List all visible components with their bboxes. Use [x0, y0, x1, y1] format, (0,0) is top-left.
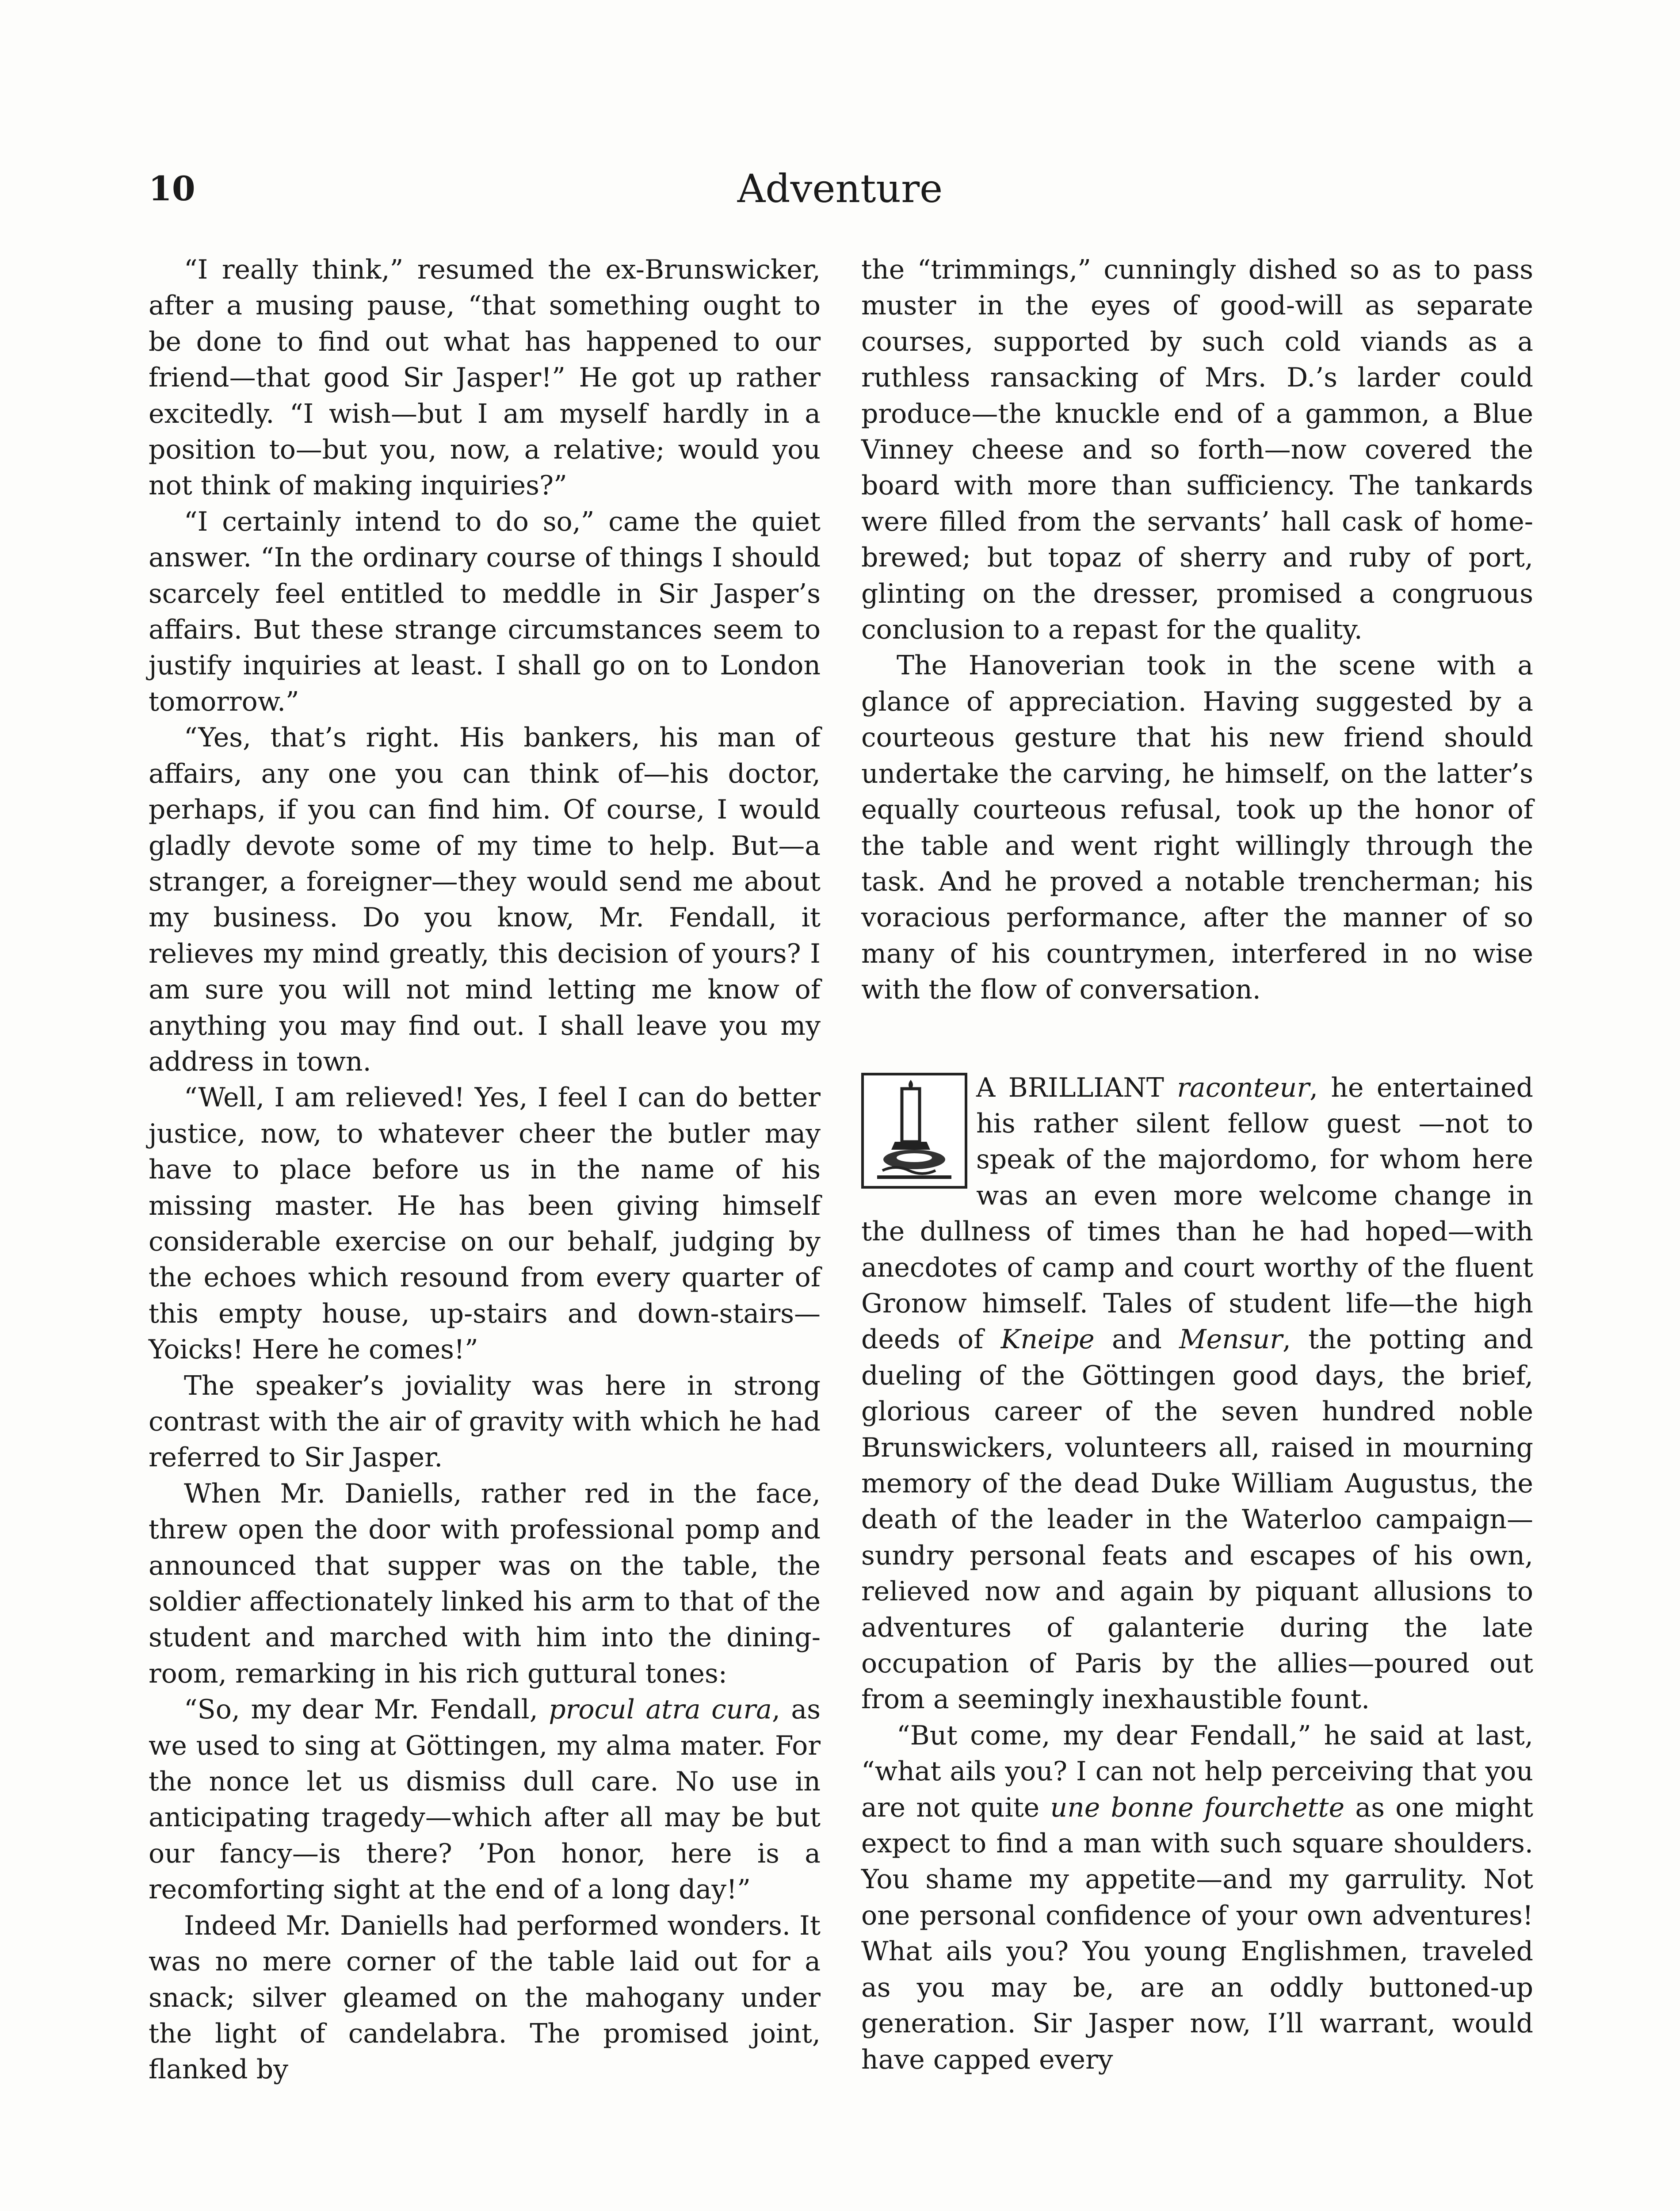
paragraph: “Yes, that’s right. His bankers, his man of affairs, any one you can think of—his doctor, perhaps, if you can find him. Of course, I would gladly devote some of my time to help. But—a stranger, a foreigner—they would send me about my business. Do you know, Mr. Fendall, it relieves my mind greatly, this decision of yours? I am sure you will not mind letting me know of anything you may find out. I shall leave you my address in town.	[149, 722, 821, 1077]
right-column	[861, 252, 1533, 2078]
paragraph	[149, 1692, 821, 1908]
italic-word: raconteur	[1177, 1072, 1310, 1103]
text-run: , he entertained his rather silent fellow guest —not to speak of the majordomo, for whom here was an even more welcome change in the dullness of times than he had hoped—with anecdotes of camp and court worthy of the fluent Gronow himself. Tales of student life—the high deeds of	[861, 1072, 1533, 1355]
paragraph: The Hanoverian took in the scene with a glance of appreciation. Having suggested by a courteous gesture that his new friend should undertake the carving, he himself, on the latter’s equally courteous refusal, took up the honor of the table and went right willingly through the task. And he proved a notable trencherman; his voracious performance, after the manner of so many of his countrymen, interfered in no wise with the flow of conversation.	[861, 650, 1533, 1006]
text-run: “But come, my dear Fendall,” he said at last, “what ails you? I can not help perceiving that you are not quite	[861, 1720, 1533, 1823]
page-header	[0, 164, 1680, 213]
paragraph: The speaker’s joviality was here in strong contrast with the air of gravity with which he had referred to Sir Jasper.	[149, 1370, 821, 1473]
decorative-drop-initial	[861, 1073, 967, 1189]
latin-phrase: procul atra cura	[549, 1694, 772, 1725]
text-run: A BRILLIANT	[976, 1072, 1177, 1103]
paragraph: “Well, I am relieved! Yes, I feel I can do better justice, now, to whatever cheer the butler may have to place before us in the name of his missing master. He has been giving himself considerable exercise on our behalf, judging by the echoes which resound from every quarter of this empty house, up-stairs and down-stairs— Yoicks! Here he comes!”	[149, 1082, 821, 1366]
text-run: , the potting and dueling of the Göttingen good days, the brief, glorious career of the seven hundred noble Brunswickers, volunteers all, raised in mourning memory of the dead Duke William Augustus, the death of the leader in the Waterloo campaign—sundry personal feats and escapes of his own, relieved now and again by piquant allusions to adventures of galanterie during the late occupation of Paris by the allies—poured out from a seemingly inexhaustible fount.	[861, 1324, 1533, 1715]
candlestick-ornament-icon	[864, 1075, 965, 1186]
text-run: as one might expect to find a man with such square shoulders. You shame my appetite—and my garrulity. Not one personal confidence of your own adventures! What ails you? You young Englishmen, traveled as you may be, are an oddly buttoned-up generation. Sir Jasper now, I’ll warrant, would have capped every	[861, 1792, 1533, 2075]
paragraph	[861, 1070, 1533, 1718]
section-break	[861, 1008, 1533, 1070]
paragraph: When Mr. Daniells, rather red in the face, threw open the door with professional pomp and announced that supper was on the table, the soldier affectionately linked his arm to that of the student and marched with him into the dining-room, remarking in his rich guttural tones:	[149, 1478, 821, 1689]
paragraph	[861, 1718, 1533, 2078]
running-title: Adventure	[737, 166, 943, 211]
paragraph: “I certainly intend to do so,” came the quiet answer. “In the ordinary course of things I should scarcely feel entitled to meddle in Sir Jasper’s affairs. But these strange circumstances seem to justify inquiries at least. I shall go on to London tomorrow.”	[149, 506, 821, 717]
paragraph: Indeed Mr. Daniells had performed wonders. It was no mere corner of the table laid out for a snack; silver gleamed on the mahogany under the light of candelabra. The promised joint, flanked by	[149, 1910, 821, 2085]
page-number: 10	[149, 169, 195, 208]
text-run: , as we used to sing at Göttingen, my alma mater. For the nonce let us dismiss dull care. No use in anticipating tragedy—which after all may be but our fancy—is there? ’Pon honor, here is a recomforting sight at the end of a long day!”	[149, 1694, 821, 1905]
french-phrase: une bonne fourchette	[1050, 1792, 1345, 1823]
left-column	[149, 252, 821, 2088]
text-run: “So, my dear Mr. Fendall,	[184, 1694, 549, 1725]
paragraph: the “trimmings,” cunningly dished so as to pass muster in the eyes of good-will as separate courses, supported by such cold viands as a ruthless ransacking of Mrs. D.’s larder could produce—the knuckle end of a gammon, a Blue Vinney cheese and so forth—now covered the board with more than sufficiency. The tankards were filled from the servants’ hall cask of home-brewed; but topaz of sherry and ruby of port, glinting on the dresser, promised a congruous conclusion to a repast for the quality.	[861, 254, 1533, 646]
text-run: and	[1094, 1324, 1180, 1355]
italic-word: Mensur	[1179, 1324, 1283, 1355]
italic-word: Kneipe	[1000, 1324, 1095, 1355]
paragraph: “I really think,” resumed the ex-Brunswicker, after a musing pause, “that something ought to be done to find out what has happened to our friend—that good Sir Jasper!” He got up rather excitedly. “I wish—but I am myself hardly in a position to—but you, now, a relative; would you not think of making inquiries?”	[149, 254, 821, 501]
